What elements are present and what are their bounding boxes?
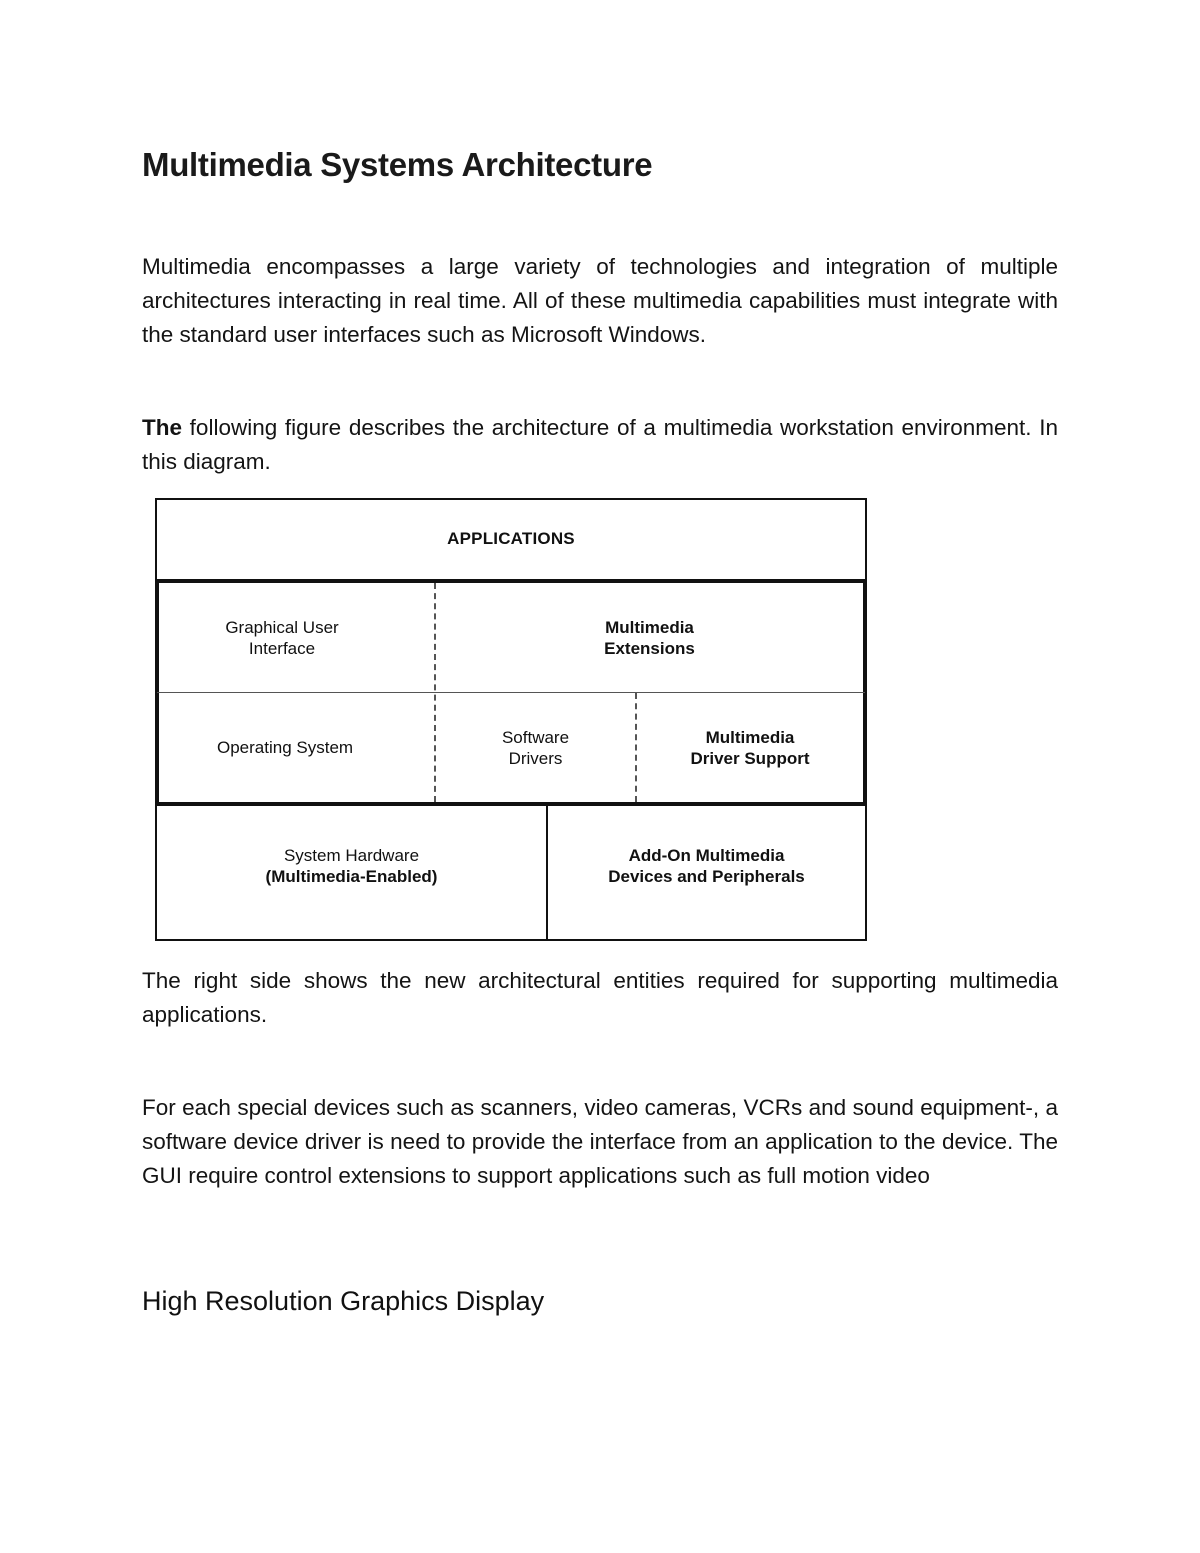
applications-label: APPLICATIONS <box>447 528 575 548</box>
system-hardware-line2: (Multimedia-Enabled) <box>265 867 438 886</box>
applications-layer <box>157 500 865 576</box>
gui-layer <box>159 583 405 692</box>
right-side-paragraph: The right side shows the new architectural entities required for supporting multimedia applications. <box>142 968 1058 1027</box>
section-heading: High Resolution Graphics Display <box>142 1286 545 1316</box>
software-drivers-layer <box>436 693 635 802</box>
operating-system-layer <box>159 693 434 802</box>
multimedia-driver-support-layer <box>637 693 863 802</box>
gui-label-line1: Graphical User <box>225 617 339 637</box>
figure-intro-paragraph <box>142 411 1058 479</box>
multimedia-extensions-layer <box>436 583 863 692</box>
add-on-devices-layer <box>548 806 865 926</box>
software-drivers-line1: Software <box>501 727 570 747</box>
mm-extensions-line1: Multimedia <box>605 617 694 637</box>
mm-driver-support-line1: Multimedia <box>705 727 795 747</box>
mm-extensions-line2: Extensions <box>604 638 695 658</box>
intro-paragraph: Multimedia encompasses a large variety of technologies and integration of multiple architectures interacting in real time. All of these multimedia capabilities must integrate with the standard user interfaces such as Microsoft Windows. <box>142 254 1058 347</box>
figure-intro-text: following figure describes the architecture of a multimedia workstation environment. In this diagram. <box>142 415 1058 474</box>
device-driver-paragraph: For each special devices such as scanners, video cameras, VCRs and sound equipment-, a software device driver is need to provide the interface from an application to the device. The GUI require control extensions to support applications such as full motion video <box>142 1095 1058 1188</box>
system-hardware-layer <box>157 806 546 926</box>
architecture-diagram <box>155 498 867 941</box>
system-hardware-line1: System Hardware <box>283 846 420 865</box>
page-title: Multimedia Systems Architecture <box>142 146 653 183</box>
mm-driver-support-line2: Driver Support <box>690 748 810 768</box>
diagram-border-bottom <box>155 939 867 941</box>
figure-intro-bold: The <box>142 415 183 440</box>
gui-label-line2: Interface <box>248 638 316 658</box>
software-drivers-line2: Drivers <box>508 748 563 768</box>
add-on-line2: Devices and Peripherals <box>608 867 805 886</box>
add-on-line1: Add-On Multimedia <box>628 846 785 865</box>
operating-system-label: Operating System <box>217 738 354 757</box>
